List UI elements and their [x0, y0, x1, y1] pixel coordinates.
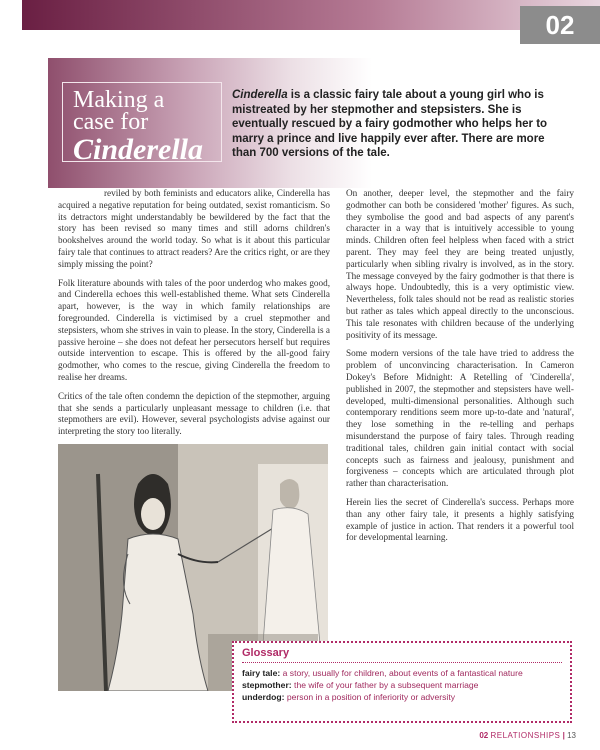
- right-column: [346, 188, 574, 551]
- glossary-term: stepmother:: [242, 680, 292, 690]
- page-number: 13: [567, 731, 576, 740]
- body-paragraph: Folk literature abounds with tales of the poor underdog who makes good, and Cinderella echoes this well-established theme. What sets Cinderella apart, however, is the way in which family relationships are foregrounded. Cinderella is victimised by a cruel stepmother and stepsisters, whom she strives in vain to please. In the story, Cinderella is a passive heroine – she does not defeat her persecutors herself but requires outside intervention to escape. This is offered by the all-good fairy godmother, who comes to the rescue, giving Cinderella the freedom to realise her dreams.: [58, 277, 330, 382]
- title-line-1: Making a: [73, 87, 165, 113]
- intro-text: is a classic fairy tale about a young girl who is mistreated by her stepmother and stepsisters. She is eventually rescued by a fairy godmother who helps her to marry a prince and live happily ever after. There are more than 700 versions of the tale.: [232, 89, 548, 159]
- page-footer: [479, 731, 576, 740]
- glossary-term: underdog:: [242, 692, 285, 702]
- body-paragraph: [58, 188, 330, 271]
- body-paragraph: On another, deeper level, the stepmother and the fairy godmother can both be considered 'mother' figures. As such, they symbolise the good and bad aspects of any parent's character in a way that is intuitively accessible to young minds. Children often feel helpless when faced with a strict parent. They may feel they are being treated unjustly, particularly when sibling rivalry is involved, as in the story. The message conveyed by the fairy godmother is that there is always hope. Undoubtedly, this is a very optimistic view. Nevertheless, folk tales should not be read as realistic stories but rather as tales which appeal directly to the unconscious. This tale resonates with children because of the underlying positivity of its message.: [346, 188, 574, 340]
- glossary-entry: [242, 691, 562, 703]
- glossary-definition: the wife of your father by a subsequent marriage: [291, 680, 479, 690]
- body-paragraph: Herein lies the secret of Cinderella's success. Perhaps more than any other fairy tale, it presents a highly satisfying example of justice in action. That renders it a powerful tool for developmental learning.: [346, 496, 574, 543]
- footer-separator: |: [562, 731, 565, 740]
- intro-paragraph: [232, 88, 572, 161]
- title-line-3: Cinderella: [73, 133, 204, 166]
- left-column: [58, 188, 330, 445]
- glossary-term: fairy tale:: [242, 668, 281, 678]
- body-paragraph: Some modern versions of the tale have tried to address the problem of unconvincing characterisation. In Cameron Dokey's Before Midnight: A Retelling of 'Cinderella', published in 2007, the stepmother and stepsisters have well-developed, multi-dimensional personalities. Although such contemporary renditions seem more up-to-date and 'natural', they lose something in the re-telling and perhaps misunderstand the purpose of fairy tales. Through reading traditional tales, children gain initial contact with social concepts such as fairness and jealousy, punishment and forgiveness – concepts which are articulated through plot rather than characterisation.: [346, 348, 574, 489]
- chapter-number-tab: 02: [520, 6, 600, 44]
- title-line-2: case for: [73, 109, 149, 135]
- glossary-entry: [242, 679, 562, 691]
- intro-italic-title: Cinderella: [232, 89, 288, 101]
- glossary-definition: a story, usually for children, about events of a fantastical nature: [280, 668, 523, 678]
- glossary-box: [232, 641, 572, 723]
- body-paragraph-text: reviled by both feminists and educators alike, Cinderella has acquired a negative reputation for being outdated, sexist romanticism. So its detractors might understandably be bewildered by the fact that the story has been revised so many times and still adorns children's bookshelves around the world today. So what is it about this particular fairy tale that continues to attract readers? Are the critics right, or are they simply missing the point?: [58, 188, 330, 269]
- glossary-title: Glossary: [242, 647, 562, 663]
- footer-chapter: 02: [479, 731, 489, 740]
- glossary-definition: person in a position of inferiority or adversity: [284, 692, 456, 702]
- body-paragraph: Critics of the tale often condemn the depiction of the stepmother, arguing that she sends a particularly unpleasant message to children (i.e. that stepmothers are evil). However, several psychologists advise against our interpreting the story too literally.: [58, 390, 330, 437]
- glossary-entry: [242, 667, 562, 679]
- footer-section: RELATIONSHIPS: [490, 731, 561, 740]
- top-banner: [22, 0, 600, 30]
- article-title: [62, 82, 222, 166]
